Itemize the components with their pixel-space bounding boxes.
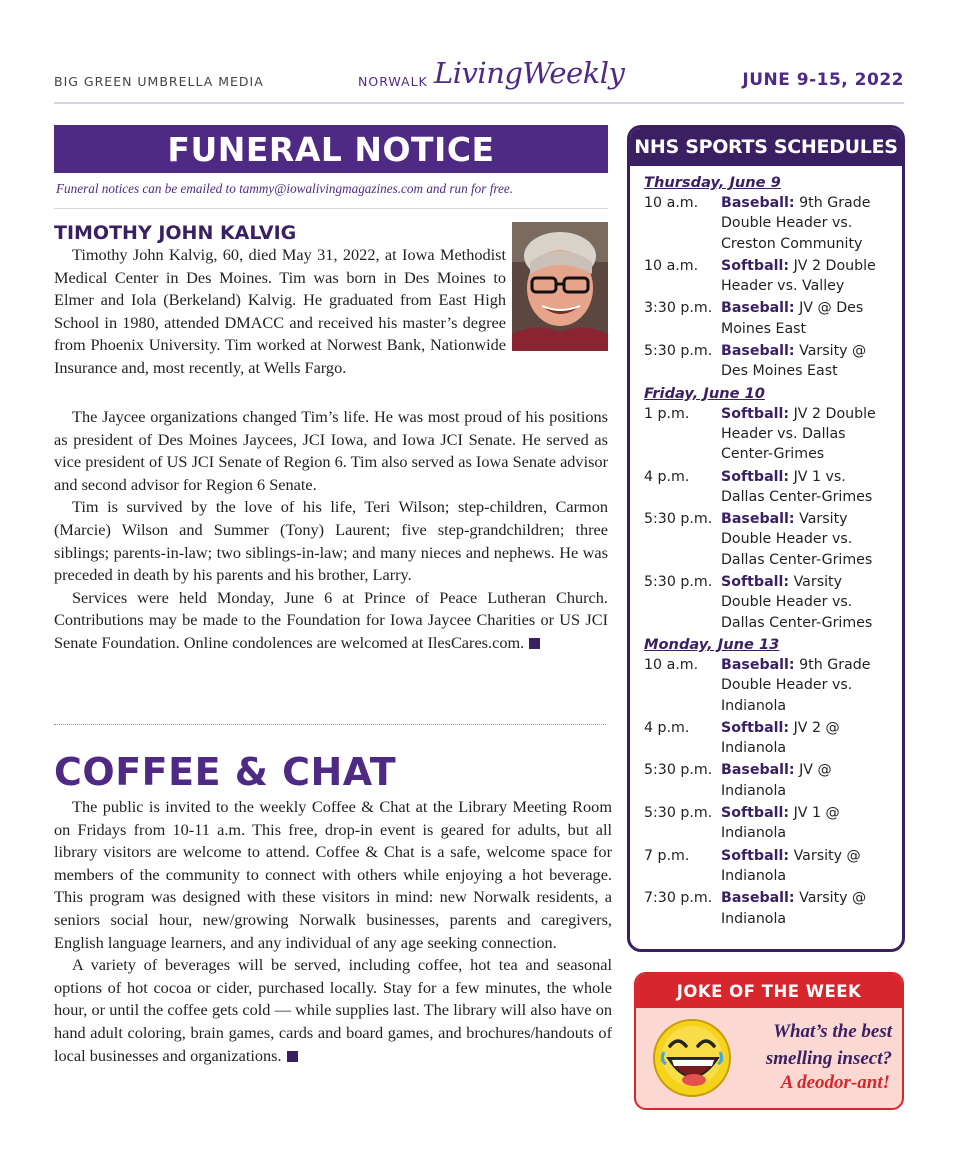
schedule-event	[644, 404, 902, 465]
event-time: 10 a.m.	[644, 257, 699, 274]
event-sport: Baseball:	[721, 343, 795, 360]
event-sport: Baseball:	[721, 762, 795, 779]
schedule-event	[644, 718, 902, 759]
issue-date: JUNE 9-15, 2022	[742, 70, 904, 90]
schedule-day-heading: Thursday, June 9	[644, 174, 781, 191]
event-time: 5:30 p.m.	[644, 762, 713, 779]
schedule-day-heading: Friday, June 10	[644, 384, 765, 402]
schedule-event	[644, 193, 902, 254]
event-detail: 9th Grade Double Header vs. Creston Community	[721, 195, 871, 252]
event-sport: Baseball:	[721, 300, 795, 317]
logo-script: LivingWeekly	[434, 56, 625, 90]
coffee-chat-title: COFFEE & CHAT	[54, 750, 397, 794]
event-time: 5:30 p.m.	[644, 574, 713, 591]
sports-schedule-list	[630, 166, 902, 929]
schedule-event	[644, 341, 902, 382]
sports-schedule-title: NHS SPORTS SCHEDULES	[630, 128, 902, 166]
schedule-event	[644, 803, 902, 844]
event-description	[721, 341, 891, 382]
event-time: 7 p.m.	[644, 847, 690, 864]
event-detail: JV 2 @ Indianola	[721, 719, 840, 757]
obituary-text-part-1	[54, 244, 506, 380]
laughing-face-icon	[650, 1016, 734, 1100]
obituary-text-part-2	[54, 406, 608, 655]
section-divider	[54, 724, 606, 725]
event-time: 5:30 p.m.	[644, 343, 713, 360]
sports-schedule-box	[627, 125, 905, 952]
event-sport: Softball:	[721, 405, 790, 422]
event-sport: Baseball:	[721, 511, 795, 528]
obituary-paragraph-text: Services were held Monday, June 6 at Prince of Peace Lutheran Church. Contributions may be made to the Foundation for Iowa Jaycee Charities or US JCI Senate Foundation. Online condolences are welcomed at IlesCares.com.	[54, 587, 608, 652]
logo-norwalk: NORWALK	[358, 74, 428, 89]
event-description	[721, 298, 891, 339]
portrait-photo-icon	[512, 222, 608, 351]
schedule-event	[644, 572, 902, 633]
schedule-event	[644, 888, 902, 929]
joke-box	[634, 972, 904, 1110]
joke-answer: A deodor-ant!	[780, 1072, 890, 1093]
event-time: 10 a.m.	[644, 656, 699, 673]
coffee-paragraph: The public is invited to the weekly Coffee & Chat at the Library Meeting Room on Fridays from 10-11 a.m. This free, drop-in event is geared for adults, but all library visitors are welcome to attend. Coffee & Chat is a safe, welcome space for members of the community to connect with others while enjoying a hot beverage. This program was designed with these visitors in mind: new Norwalk residents, a seniors social hour, new/growing Norwalk businesses, parents and caregivers, English language learners, and any individual of any age seeking connection.	[54, 797, 612, 952]
event-detail: JV 1 vs. Dallas Center-Grimes	[721, 468, 873, 505]
joke-question: What’s the best smelling insect?	[765, 1021, 892, 1069]
event-description	[721, 256, 891, 297]
event-description	[721, 509, 891, 570]
schedule-event	[644, 655, 902, 716]
event-sport: Baseball:	[721, 890, 795, 907]
schedule-day-heading: Monday, June 13	[644, 635, 780, 653]
event-time: 4 p.m.	[644, 468, 690, 485]
event-sport: Softball:	[721, 719, 790, 736]
coffee-paragraph-text: A variety of beverages will be served, including coffee, hot tea and seasonal options of hot cocoa or cider, purchased locally. Stay for a few minutes, the whole hour, or until the coffee gets cold — while supplies last. The library will also have on hand adult coloring, brain games, cards and board games, and brochures/handouts of local businesses and organizations.	[54, 955, 612, 1065]
obituary-paragraph-last	[54, 587, 608, 655]
event-detail: Varsity @ Indianola	[721, 847, 861, 884]
event-detail: Varsity @ Indianola	[721, 890, 867, 927]
event-description	[721, 572, 891, 633]
event-time: 1 p.m.	[644, 405, 690, 422]
schedule-event	[644, 298, 902, 339]
publication-logo	[354, 56, 625, 98]
event-sport: Softball:	[721, 847, 790, 864]
schedule-event	[644, 509, 902, 570]
event-sport: Softball:	[721, 805, 790, 822]
end-mark-icon	[287, 1051, 298, 1062]
event-description	[721, 404, 891, 465]
event-detail: Varsity Double Header vs. Dallas Center-Grimes	[721, 511, 873, 568]
event-detail: JV 2 Double Header vs. Dallas Center-Grimes	[721, 405, 876, 463]
event-detail: Varsity @ Des Moines East	[721, 343, 867, 380]
event-detail: JV 2 Double Header vs. Valley	[721, 257, 876, 295]
event-description	[721, 803, 891, 844]
event-description	[721, 467, 891, 508]
obituary-name: TIMOTHY JOHN KALVIG	[54, 222, 297, 244]
masthead	[54, 58, 904, 104]
portrait-photo	[512, 222, 608, 351]
event-time: 4 p.m.	[644, 719, 690, 736]
event-time: 3:30 p.m.	[644, 300, 713, 317]
event-sport: Baseball:	[721, 656, 795, 673]
schedule-event	[644, 467, 902, 508]
event-time: 7:30 p.m.	[644, 890, 713, 907]
divider	[54, 208, 608, 209]
event-description	[721, 888, 891, 929]
event-description	[721, 718, 891, 759]
event-sport: Baseball:	[721, 195, 795, 211]
schedule-event	[644, 256, 902, 297]
coffee-paragraph-last	[54, 954, 612, 1067]
schedule-event	[644, 846, 902, 887]
event-time: 5:30 p.m.	[644, 511, 713, 528]
schedule-event	[644, 760, 902, 801]
obituary-paragraph: The Jaycee organizations changed Tim’s life. He was most proud of his positions as president of Des Moines Jaycees, JCI Iowa, and Iowa JCI Senate. He served as vice president of US JCI Senate of Region 6. Tim also served as Iowa Senate advisor and second advisor for Region 6 Senate.	[54, 407, 608, 494]
funeral-notice-banner: FUNERAL NOTICE	[54, 125, 608, 173]
event-sport: Softball:	[721, 257, 790, 274]
joke-title: JOKE OF THE WEEK	[636, 974, 902, 1008]
obituary-paragraph: Tim is survived by the love of his life, Teri Wilson; step-children, Carmon (Marcie) Wilson and Summer (Tony) Laurent; five step-grandchildren; three siblings; parents-in-law; two siblings-in-law; and many nieces and nephews. He was preceded in death by his parents and his brother, Larry.	[54, 497, 608, 585]
obituary-paragraph: Timothy John Kalvig, 60, died May 31, 2022, at Iowa Methodist Medical Center in Des Moines. Tim was born in Des Moines to Elmer and Iola (Berkeland) Kalvig. He graduated from East High School in 1980, attended DMACC and received his master’s degree from Phoenix University. Tim worked at Norwest Bank, Nationwide Insurance and, most recently, at Wells Fargo.	[54, 245, 506, 377]
event-sport: Softball:	[721, 574, 790, 591]
event-description	[721, 193, 891, 254]
event-time: 10 a.m.	[644, 195, 699, 211]
event-detail: JV @ Des Moines East	[721, 300, 864, 337]
event-description	[721, 655, 891, 716]
coffee-chat-text	[54, 796, 612, 1067]
end-mark-icon	[529, 638, 540, 649]
event-description	[721, 760, 891, 801]
event-description	[721, 846, 891, 887]
event-detail: JV @ Indianola	[721, 762, 832, 799]
event-time: 5:30 p.m.	[644, 805, 713, 822]
event-detail: JV 1 @ Indianola	[721, 805, 840, 842]
event-detail: Varsity Double Header vs. Dallas Center-Grimes	[721, 574, 873, 631]
publisher-name: BIG GREEN UMBRELLA MEDIA	[54, 74, 264, 89]
event-sport: Softball:	[721, 468, 790, 485]
funeral-notice-note: Funeral notices can be emailed to tammy@iowalivingmagazines.com and run for free.	[56, 181, 514, 196]
event-detail: 9th Grade Double Header vs. Indianola	[721, 656, 871, 714]
